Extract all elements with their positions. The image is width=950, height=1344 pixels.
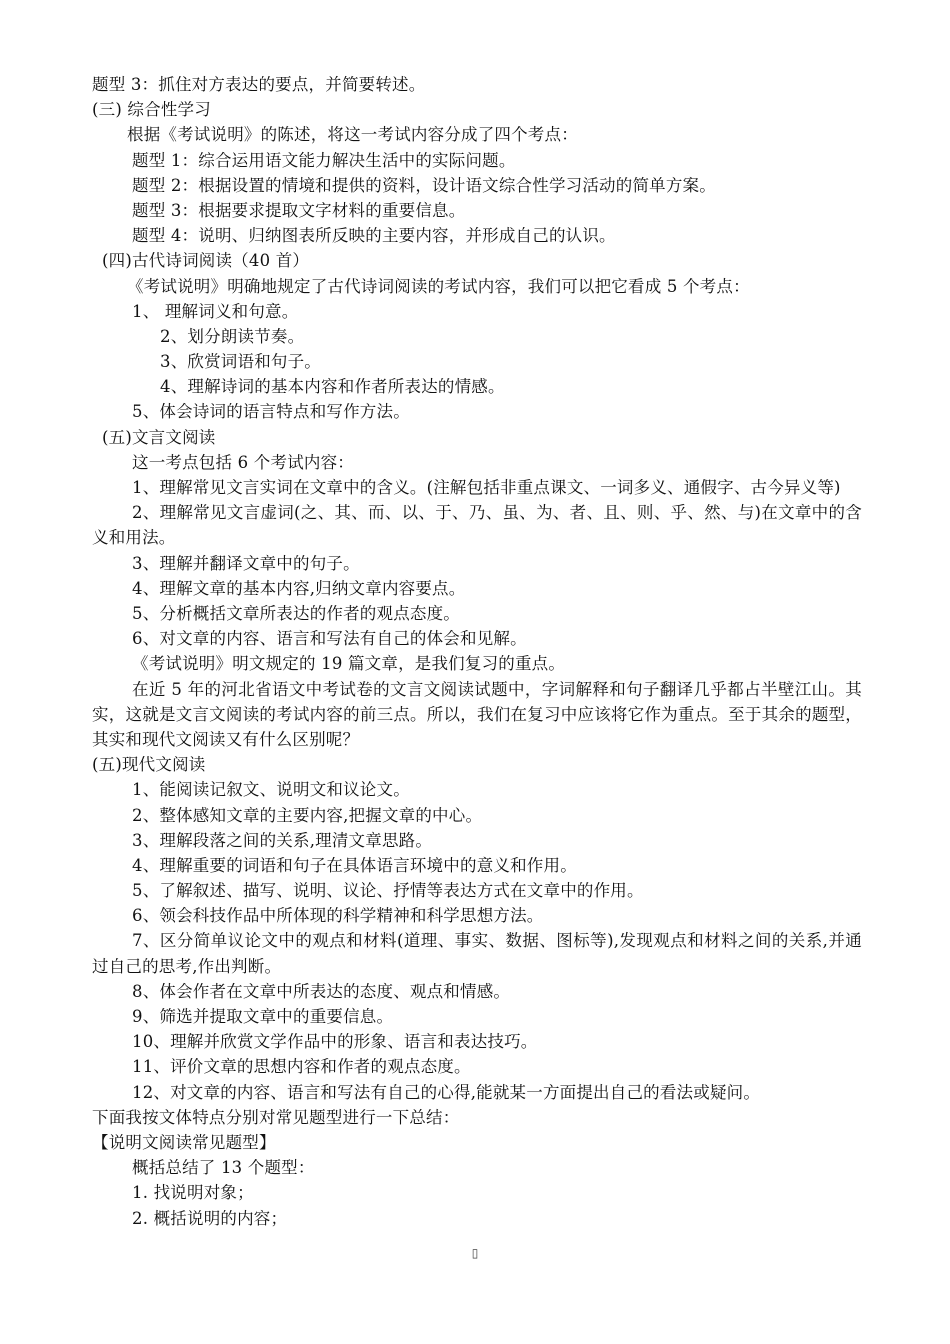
text-line: 【说明文阅读常见题型】 <box>92 1133 276 1152</box>
text-line: 6、对文章的内容、语言和写法有自己的体会和见解。 <box>132 629 527 649</box>
text-line: 10、理解并欣赏文学作品中的形象、语言和表达技巧。 <box>132 1032 538 1052</box>
text-line: 题型 3：抓住对方表达的要点，并简要转述。 <box>92 75 426 94</box>
text-line: 9、筛选并提取文章中的重要信息。 <box>132 1007 394 1027</box>
text-line: 11、评价文章的思想内容和作者的观点态度。 <box>132 1057 471 1077</box>
text-line: 题型 3：根据要求提取文字材料的重要信息。 <box>132 200 466 220</box>
text-line: 8、体会作者在文章中所表达的态度、观点和情感。 <box>132 981 511 1001</box>
text-line: 题型 2：根据设置的情境和提供的资料，设计语文综合性学习活动的简单方案。 <box>132 175 716 195</box>
text-line: 根据《考试说明》的陈述，将这一考试内容分成了四个考点： <box>127 125 578 145</box>
text-line: 12、对文章的内容、语言和写法有自己的心得,能就某一方面提出自己的看法或疑问。 <box>132 1082 761 1102</box>
text-line: 1、理解常见文言实词在文章中的含义。(注解包括非重点课文、一词多义、通假字、古今异义等) <box>132 478 841 497</box>
text-line: 5、了解叙述、描写、说明、议论、抒情等表达方式在文章中的作用。 <box>132 881 644 901</box>
text-line: 5、分析概括文章所表达的作者的观点态度。 <box>132 603 460 623</box>
text-line: 1、 理解词义和句意。 <box>132 301 299 321</box>
text-line: 5、体会诗词的语言特点和写作方法。 <box>132 402 410 422</box>
text-line: 3、理解段落之间的关系,理清文章思路。 <box>132 830 433 850</box>
text-line: 1、能阅读记叙文、说明文和议论文。 <box>132 780 410 800</box>
text-line: (五)现代文阅读 <box>92 755 206 775</box>
text-line: 6、领会科技作品中所体现的科学精神和科学思想方法。 <box>132 906 544 926</box>
text-line: 3、欣赏词语和句子。 <box>160 352 321 372</box>
text-line: (四)古代诗词阅读（40 首） <box>102 251 310 271</box>
text-line: 2、划分朗读节奏。 <box>160 326 305 346</box>
text-line: 3、理解并翻译文章中的句子。 <box>132 553 360 573</box>
text-line: 4、理解诗词的基本内容和作者所表达的情感。 <box>160 377 505 397</box>
text-line: 2. 概括说明的内容； <box>132 1208 288 1228</box>
text-line: 2、理解常见文言虚词(之、其、而、以、于、乃、虽、为、者、且、则、乎、然、与)在文章中的含义和用法。 <box>92 503 862 548</box>
text-line: 7、区分简单议论文中的观点和材料(道理、事实、数据、图标等),发现观点和材料之间的关系,并通过自己的思考,作出判断。 <box>92 931 862 976</box>
text-line: 《考试说明》明确地规定了古代诗词阅读的考试内容，我们可以把它看成 5 个考点： <box>127 276 750 296</box>
text-line: 4、理解重要的词语和句子在具体语言环境中的意义和作用。 <box>132 855 577 875</box>
text-line: 题型 1：综合运用语文能力解决生活中的实际问题。 <box>132 150 516 170</box>
text-line: 在近 5 年的河北省语文中考试卷的文言文阅读试题中，字词解释和句子翻译几乎都占半壁江山。其实，这就是文言文阅读的考试内容的前三点。所以，我们在复习中应该将它作为重点。至于其余的题型，其实和现代文阅读又有什么区别呢？ <box>92 679 862 749</box>
text-line: 这一考点包括 6 个考试内容： <box>132 452 354 472</box>
text-line: (三) 综合性学习 <box>92 100 211 120</box>
text-line: 题型 4：说明、归纳图表所反映的主要内容，并形成自己的认识。 <box>132 226 616 246</box>
document-body <box>92 72 862 1231</box>
text-line: 4、理解文章的基本内容,归纳文章内容要点。 <box>132 578 466 598</box>
text-line: 概括总结了 13 个题型： <box>132 1158 315 1178</box>
text-line: 2、整体感知文章的主要内容,把握文章的中心。 <box>132 805 483 825</box>
page-footer-mark: ▯ <box>471 1246 479 1260</box>
text-line: 1. 找说明对象； <box>132 1183 254 1203</box>
text-line: 《考试说明》明文规定的 19 篇文章，是我们复习的重点。 <box>132 654 566 674</box>
text-line: (五)文言文阅读 <box>102 427 216 447</box>
text-line: 下面我按文体特点分别对常见题型进行一下总结： <box>92 1107 460 1127</box>
